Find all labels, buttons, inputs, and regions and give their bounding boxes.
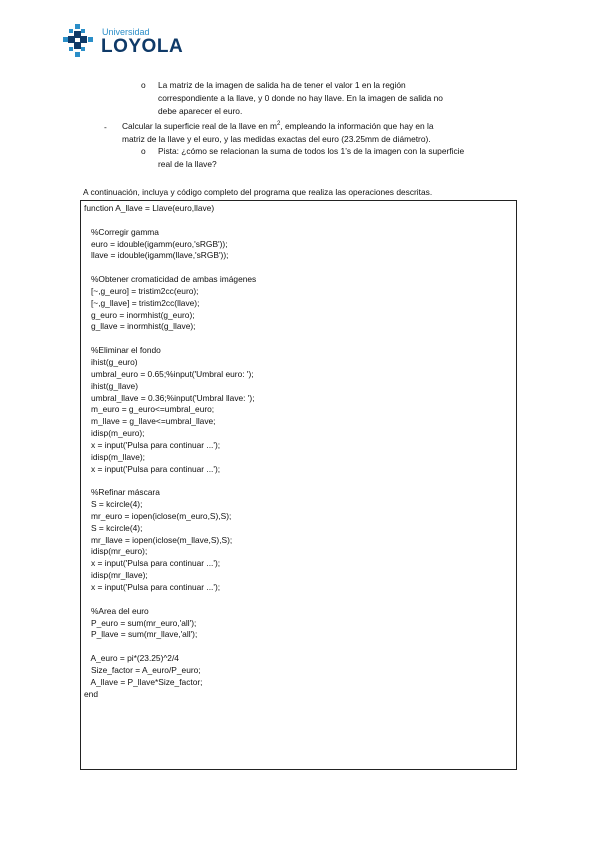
item-2-line-1 (122, 120, 516, 133)
code-line: %Obtener cromaticidad de ambas imágenes (84, 274, 257, 285)
code-line: %Refinar máscara (84, 487, 160, 498)
logo-mark-icon (62, 24, 96, 58)
item-2-superscript: 2 (277, 121, 281, 128)
item-2-text-pre: Calcular la superficie real de la llave en m (122, 121, 278, 131)
code-line: S = kcircle(4); (84, 499, 143, 510)
item-2-text-post: , empleando la información que hay en la (280, 121, 434, 131)
code-line: [~,g_euro] = tristim2cc(euro); (84, 285, 199, 296)
code-line (84, 333, 256, 345)
code-line: ihist(g_llave) (84, 380, 138, 391)
sub-bullet-1: o (141, 80, 146, 90)
sub-item-2-line-2: real de la llave? (158, 159, 217, 169)
sub-item-2-line-1: Pista: ¿cómo se relacionan la suma de todos los 1’s de la imagen con la superficie (158, 146, 465, 156)
sub-bullet-2: o (141, 146, 146, 156)
code-line: mr_euro = iopen(iclose(m_euro,S),S); (84, 510, 232, 521)
sub-item-1-line-1: La matriz de la imagen de salida ha de tener el valor 1 en la región (158, 80, 406, 90)
code-line: P_llave = sum(mr_llave,'all'); (84, 629, 198, 640)
code-line: x = input('Pulsa para continuar ...'); (84, 463, 221, 474)
item-bullet-2: - (104, 122, 107, 132)
code-line: g_llave = inormhist(g_llave); (84, 321, 196, 332)
code-line: m_euro = g_euro<=umbral_euro; (84, 404, 215, 415)
intro-paragraph: A continuación, incluya y código completo del programa que realiza las operaciones descritas. (83, 187, 433, 197)
code-line: function A_llave = Llave(euro,llave) (84, 203, 215, 213)
code-line: %Corregir gamma (84, 226, 159, 237)
code-line: idisp(m_euro); (84, 428, 145, 439)
code-line (84, 641, 256, 653)
code-line: idisp(m_llave); (84, 451, 145, 462)
code-line: m_llave = g_llave<=umbral_llave; (84, 416, 216, 427)
code-line: mr_llave = iopen(iclose(m_llave,S),S); (84, 534, 233, 545)
logo-loyola-text: LOYOLA (101, 36, 184, 57)
code-line (84, 594, 256, 606)
code-line: umbral_euro = 0.65;%input('Umbral euro: '); (84, 368, 254, 379)
code-line (84, 215, 256, 227)
code-line: llave = idouble(igamm(llave,'sRGB')); (84, 250, 229, 261)
code-line: A_llave = P_llave*Size_factor; (84, 676, 203, 687)
code-line: idisp(mr_llave); (84, 570, 148, 581)
code-line (84, 262, 256, 274)
code-line: umbral_llave = 0.36;%input('Umbral llave: '); (84, 392, 255, 403)
code-line: %Eliminar el fondo (84, 345, 161, 356)
code-line: x = input('Pulsa para continuar ...'); (84, 558, 221, 569)
code-line: Size_factor = A_euro/P_euro; (84, 664, 201, 675)
code-line: S = kcircle(4); (84, 522, 143, 533)
code-listing (84, 203, 256, 700)
code-line: %Area del euro (84, 605, 149, 616)
sub-item-1-line-3: debe aparecer el euro. (158, 106, 243, 116)
item-2-line-2: matriz de la llave y el euro, y las medidas exactas del euro (23.25mm de diámetro). (122, 134, 431, 144)
code-line: end (84, 688, 98, 699)
code-line: x = input('Pulsa para continuar ...'); (84, 439, 221, 450)
code-line (84, 475, 256, 487)
code-line: idisp(mr_euro); (84, 546, 148, 557)
code-line: euro = idouble(igamm(euro,'sRGB')); (84, 238, 228, 249)
code-line: P_euro = sum(mr_euro,'all'); (84, 617, 197, 628)
sub-item-1-line-2: correspondiente a la llave, y 0 donde no hay llave. En la imagen de salida no (158, 93, 443, 103)
code-box (80, 200, 517, 770)
code-line: g_euro = inormhist(g_euro); (84, 309, 195, 320)
code-line: x = input('Pulsa para continuar ...'); (84, 582, 221, 592)
code-line: A_euro = pi*(23.25)^2/4 (84, 653, 179, 664)
code-line: [~,g_llave] = tristim2cc(llave); (84, 297, 200, 308)
university-logo (62, 22, 192, 62)
code-line: ihist(g_euro) (84, 356, 138, 367)
logo-university-text: Universidad (102, 27, 150, 37)
